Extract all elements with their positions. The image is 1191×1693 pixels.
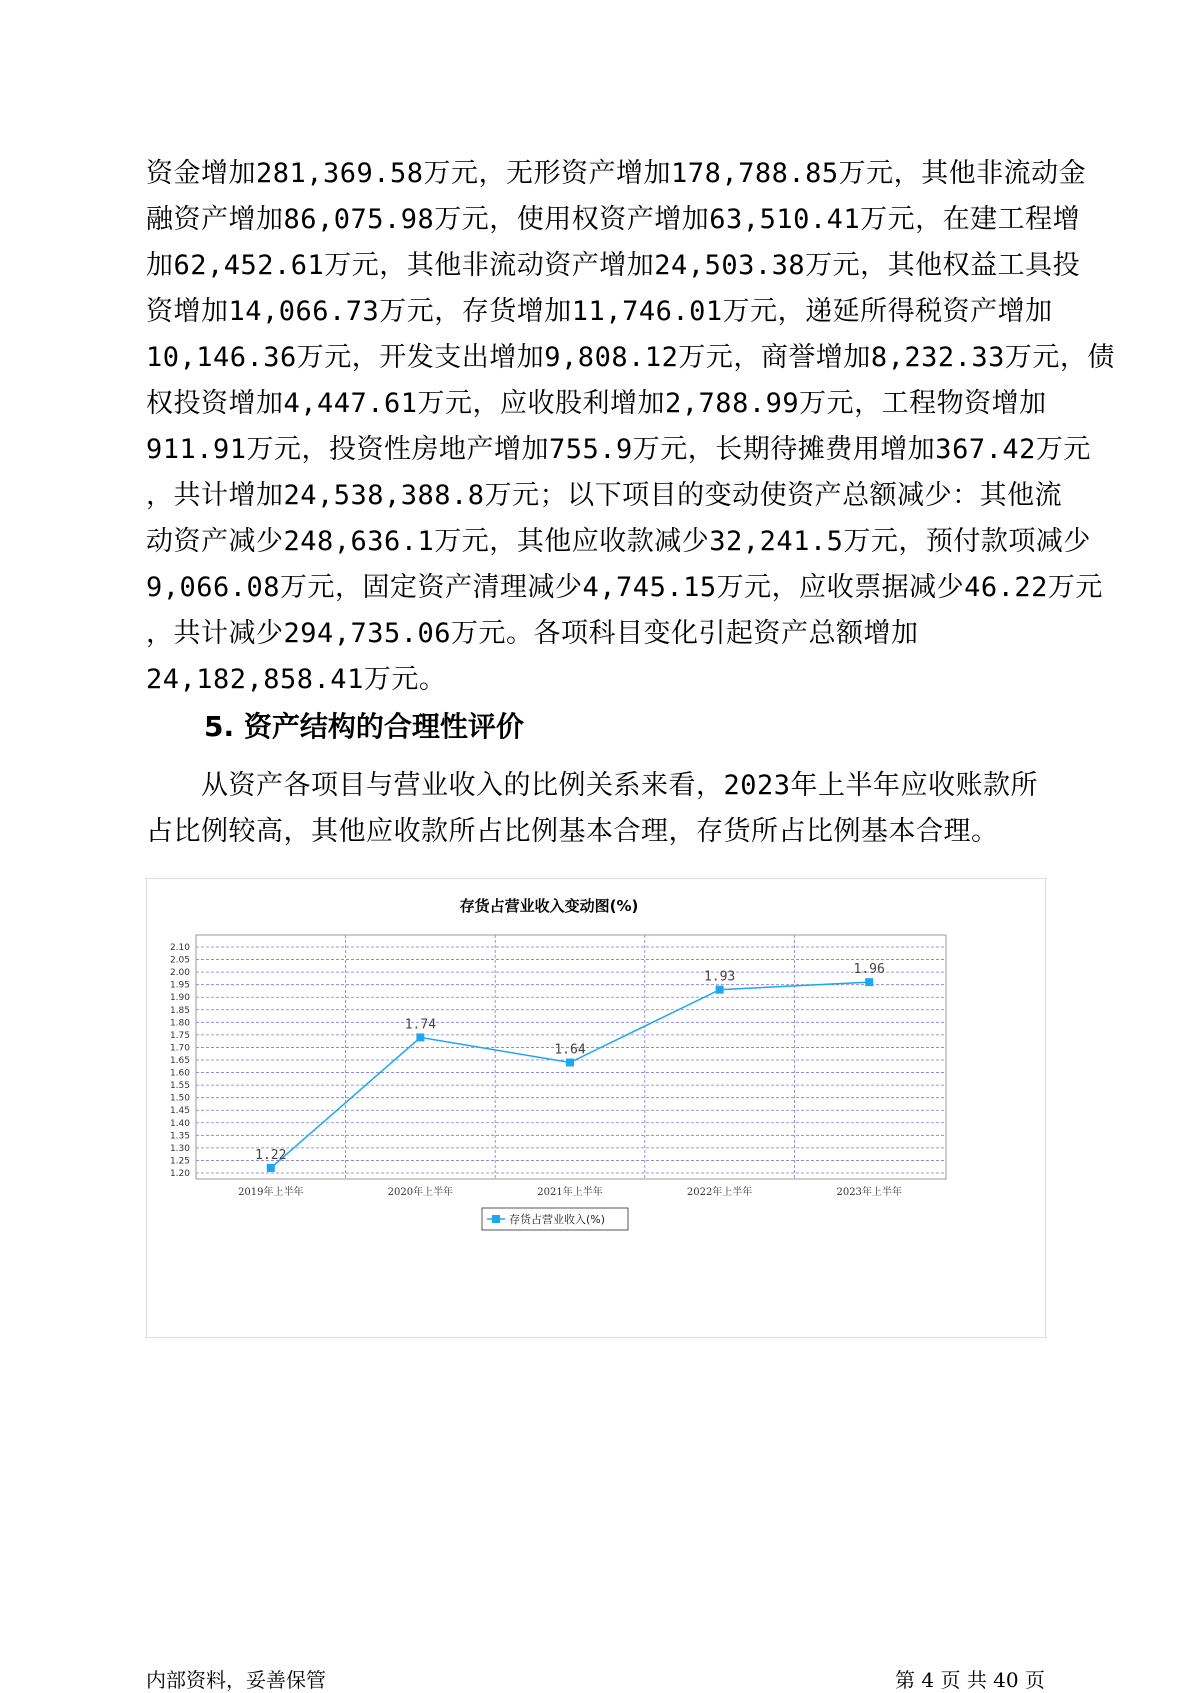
data-point xyxy=(865,978,873,986)
y-tick-label: 2.05 xyxy=(169,955,190,966)
y-tick-label: 1.30 xyxy=(169,1143,190,1154)
analysis-paragraph xyxy=(146,151,1115,703)
y-tick-label: 1.95 xyxy=(169,980,190,991)
paragraph-line: 从资产各项目与营业收入的比例关系来看，2023年上半年应收账款所 xyxy=(146,770,1039,801)
y-tick-label: 2.10 xyxy=(169,943,190,953)
paragraph-line: 资金增加281,369.58万元，无形资产增加178,788.85万元，其他非流动金 xyxy=(146,158,1087,189)
paragraph-line: 占比例较高，其他应收款所占比例基本合理，存货所占比例基本合理。 xyxy=(146,816,999,847)
footer-confidential-note: 内部资料，妥善保管 xyxy=(146,1668,326,1692)
x-tick-label: 2019年上半年 xyxy=(238,1187,304,1198)
y-tick-label: 1.85 xyxy=(169,1005,190,1016)
inventory-ratio-chart xyxy=(146,878,1046,1338)
data-label: 1.74 xyxy=(404,1017,437,1033)
data-label: 1.96 xyxy=(853,962,885,978)
paragraph-line: 权投资增加4,447.61万元，应收股利增加2,788.99万元，工程物资增加 xyxy=(146,388,1047,419)
y-tick-label: 1.75 xyxy=(169,1030,190,1041)
data-label: 1.22 xyxy=(255,1147,287,1163)
data-point xyxy=(566,1059,574,1067)
y-tick-label: 1.45 xyxy=(169,1106,190,1117)
paragraph-line: 加62,452.61万元，其他非流动资产增加24,503.38万元，其他权益工具投 xyxy=(146,250,1081,281)
y-tick-label: 1.55 xyxy=(169,1081,190,1092)
y-tick-label: 1.90 xyxy=(169,993,190,1004)
y-tick-label: 1.70 xyxy=(169,1043,190,1054)
data-point xyxy=(716,986,724,994)
y-tick-label: 1.65 xyxy=(169,1056,190,1066)
y-tick-label: 2.00 xyxy=(169,968,190,979)
paragraph-line: ，共计减少294,735.06万元。各项科目变化引起资产总额增加 xyxy=(146,618,919,649)
evaluation-paragraph xyxy=(146,763,1046,855)
y-tick-label: 1.25 xyxy=(169,1156,190,1167)
paragraph-line: ，共计增加24,538,388.8万元；以下项目的变动使资产总额减少：其他流 xyxy=(146,480,1063,511)
paragraph-line: 10,146.36万元，开发支出增加9,808.12万元，商誉增加8,232.33万元，债 xyxy=(146,342,1115,373)
y-tick-label: 1.20 xyxy=(169,1169,190,1179)
chart-title: 存货占营业收入变动图(%) xyxy=(459,897,639,915)
paragraph-line: 9,066.08万元，固定资产清理减少4,745.15万元，应收票据减少46.22万元 xyxy=(146,572,1103,603)
paragraph-line: 911.91万元，投资性房地产增加755.9万元，长期待摊费用增加367.42万元 xyxy=(146,434,1091,465)
y-tick-label: 1.40 xyxy=(169,1118,190,1129)
legend-label: 存货占营业收入(%) xyxy=(509,1213,606,1226)
x-tick-label: 2023年上半年 xyxy=(836,1187,902,1198)
x-tick-label: 2022年上半年 xyxy=(686,1187,753,1198)
y-tick-label: 1.35 xyxy=(169,1131,190,1142)
data-point xyxy=(416,1033,424,1041)
chart-legend xyxy=(482,1208,628,1230)
data-point xyxy=(267,1164,275,1172)
paragraph-line: 融资产增加86,075.98万元，使用权资产增加63,510.41万元，在建工程增 xyxy=(146,204,1081,235)
paragraph-line: 动资产减少248,636.1万元，其他应收款减少32,241.5万元，预付款项减少 xyxy=(146,526,1091,557)
data-label: 1.93 xyxy=(703,969,736,985)
paragraph-line: 资增加14,066.73万元，存货增加11,746.01万元，递延所得税资产增加 xyxy=(146,296,1053,327)
y-tick-label: 1.50 xyxy=(169,1093,190,1104)
y-tick-label: 1.60 xyxy=(169,1068,190,1079)
data-label: 1.64 xyxy=(554,1042,586,1058)
footer-page-number: 第 4 页 共 40 页 xyxy=(895,1668,1045,1692)
paragraph-line: 24,182,858.41万元。 xyxy=(146,664,447,695)
legend-marker xyxy=(492,1215,500,1223)
section-heading: 5. 资产结构的合理性评价 xyxy=(204,710,524,743)
x-tick-label: 2020年上半年 xyxy=(387,1187,454,1198)
y-tick-label: 1.80 xyxy=(169,1018,190,1029)
x-tick-label: 2021年上半年 xyxy=(537,1187,603,1198)
